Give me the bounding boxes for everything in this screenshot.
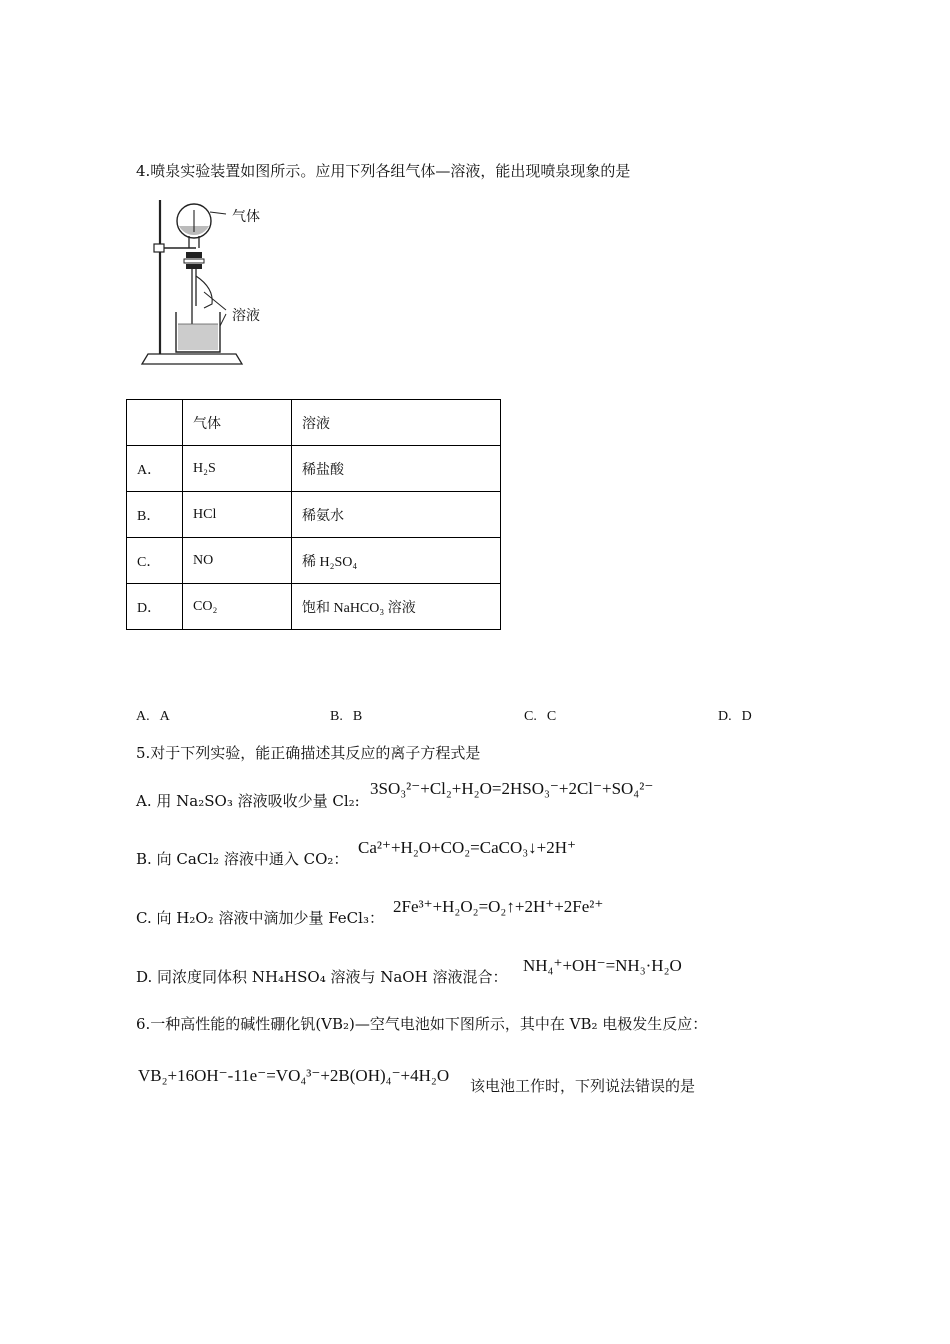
q6-tail: 该电池工作时，下列说法错误的是 <box>470 1077 696 1095</box>
table-cell: 稀氨水 <box>292 492 501 538</box>
q4-option-a[interactable]: A. A <box>136 709 170 724</box>
q4-option-d[interactable]: D. D <box>718 709 752 724</box>
table-row <box>127 446 501 492</box>
table-cell: 稀 H₂SO₄ <box>292 538 501 584</box>
q5-option-c-equation: 2Fe³⁺+H₂O₂=O₂↑+2H⁺+2Fe²⁺ <box>393 897 604 916</box>
q5-option-d[interactable]: D. 同浓度同体积 NH₄HSO₄ 溶液与 NaOH 溶液混合： <box>136 968 508 986</box>
table-cell: CO₂ <box>183 584 292 630</box>
table-row <box>127 538 501 584</box>
figure-gas-label: 气体 <box>232 209 260 225</box>
table-row <box>127 492 501 538</box>
table-cell: D． <box>127 584 183 630</box>
q4-option-b[interactable]: B. B <box>330 709 363 724</box>
table-row <box>127 584 501 630</box>
table-cell: A． <box>127 446 183 492</box>
table-cell: 稀盐酸 <box>292 446 501 492</box>
q5-stem: 5.对于下列实验，能正确描述其反应的离子方程式是 <box>136 744 481 762</box>
table-cell: HCl <box>183 492 292 538</box>
table-cell: C． <box>127 538 183 584</box>
q5-option-b[interactable]: B. 向 CaCl₂ 溶液中通入 CO₂： <box>136 850 349 868</box>
q4-stem: 4.喷泉实验装置如图所示。应用下列各组气体—溶液，能出现喷泉现象的是 <box>136 162 631 180</box>
q5-option-c[interactable]: C. 向 H₂O₂ 溶液中滴加少量 FeCl₃： <box>136 909 384 927</box>
q6-equation: VB₂+16OH⁻-11e⁻=VO₄³⁻+2B(OH)₄⁻+4H₂O <box>138 1066 450 1085</box>
table-header-row <box>127 400 501 446</box>
q5-option-a-equation: 3SO₃²⁻+Cl₂+H₂O=2HSO₃⁻+2Cl⁻+SO₄²⁻ <box>370 779 654 798</box>
table-cell: B． <box>127 492 183 538</box>
gas-solution-table <box>126 399 501 630</box>
q6-stem: 6.一种高性能的碱性硼化钒(VB₂)—空气电池如下图所示，其中在 VB₂ 电极发生反应： <box>136 1015 708 1033</box>
table-cell: NO <box>183 538 292 584</box>
table-cell <box>127 400 183 446</box>
q5-option-b-equation: Ca²⁺+H₂O+CO₂=CaCO₃↓+2H⁺ <box>358 838 577 857</box>
table-cell: 饱和 NaHCO₃ 溶液 <box>292 584 501 630</box>
table-cell: H₂S <box>183 446 292 492</box>
q5-option-d-equation: NH₄⁺+OH⁻=NH₃·H₂O <box>523 956 682 975</box>
table-cell: 溶液 <box>292 400 501 446</box>
figure-solution-label: 溶液 <box>232 308 260 324</box>
table-cell: 气体 <box>183 400 292 446</box>
q5-option-a[interactable]: A. 用 Na₂SO₃ 溶液吸收少量 Cl₂: <box>136 792 360 810</box>
q4-option-c[interactable]: C. C <box>524 709 557 724</box>
